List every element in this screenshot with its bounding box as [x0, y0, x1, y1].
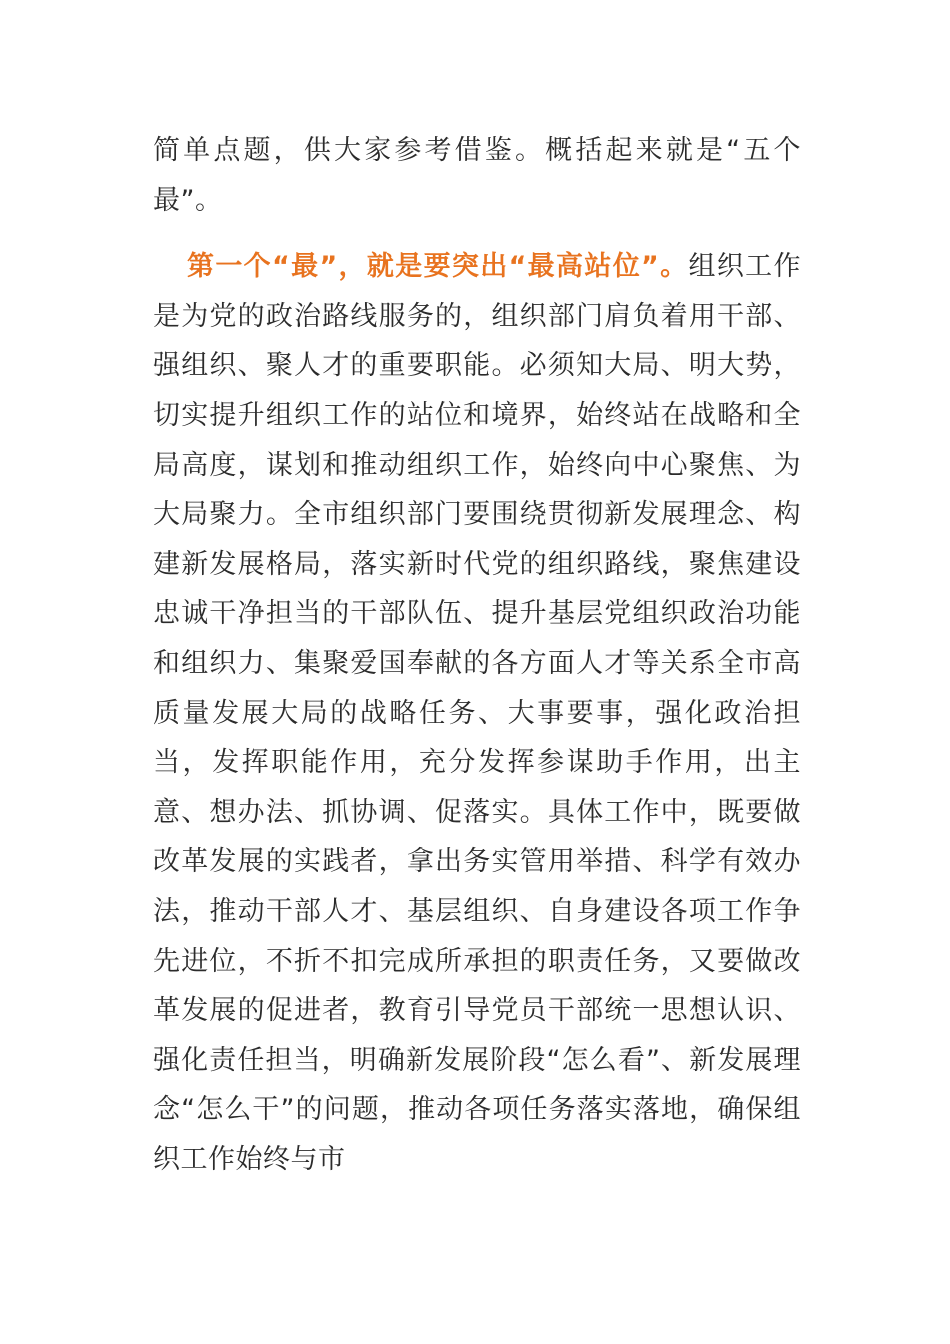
- paragraph-first-point-text: 组织工作是为党的政治路线服务的，组织部门肩负着用干部、强组织、聚人才的重要职能。必须知大局、明大势，切实提升组织工作的站位和境界，始终站在战略和全局高度，谋划和推动组织工作，始终向中心聚焦、为大局聚力。全市组织部门要围绕贯彻新发展理念、构建新发展格局，落实新时代党的组织路线，聚焦建设忠诚干净担当的干部队伍、提升基层党组织政治功能和组织力、集聚爱国奉献的各方面人才等关系全市高质量发展大局的战略任务、大事要事，强化政治担当，发挥职能作用，充分发挥参谋助手作用，出主意、想办法、抓协调、促落实。具体工作中，既要做改革发展的实践者，拿出务实管用举措、科学有效办法，推动干部人才、基层组织、自身建设各项工作争先进位，不折不扣完成所承担的职责任务，又要做改革发展的促进者，教育引导党员干部统一思想认识、强化责任担当，明确新发展阶段“怎么看”、新发展理念“怎么干”的问题，推动各项任务落实落地，确保组织工作始终与市: [153, 251, 802, 1175]
- paragraph-intro-text: 简单点题，供大家参考借鉴。概括起来就是“五个最”。: [153, 135, 801, 216]
- document-body: [153, 126, 801, 1184]
- paragraph-intro: [153, 126, 801, 225]
- section-heading-highlight: 第一个“最”，就是要突出“最高站位”。: [187, 251, 689, 283]
- paragraph-first-point: [153, 242, 801, 1184]
